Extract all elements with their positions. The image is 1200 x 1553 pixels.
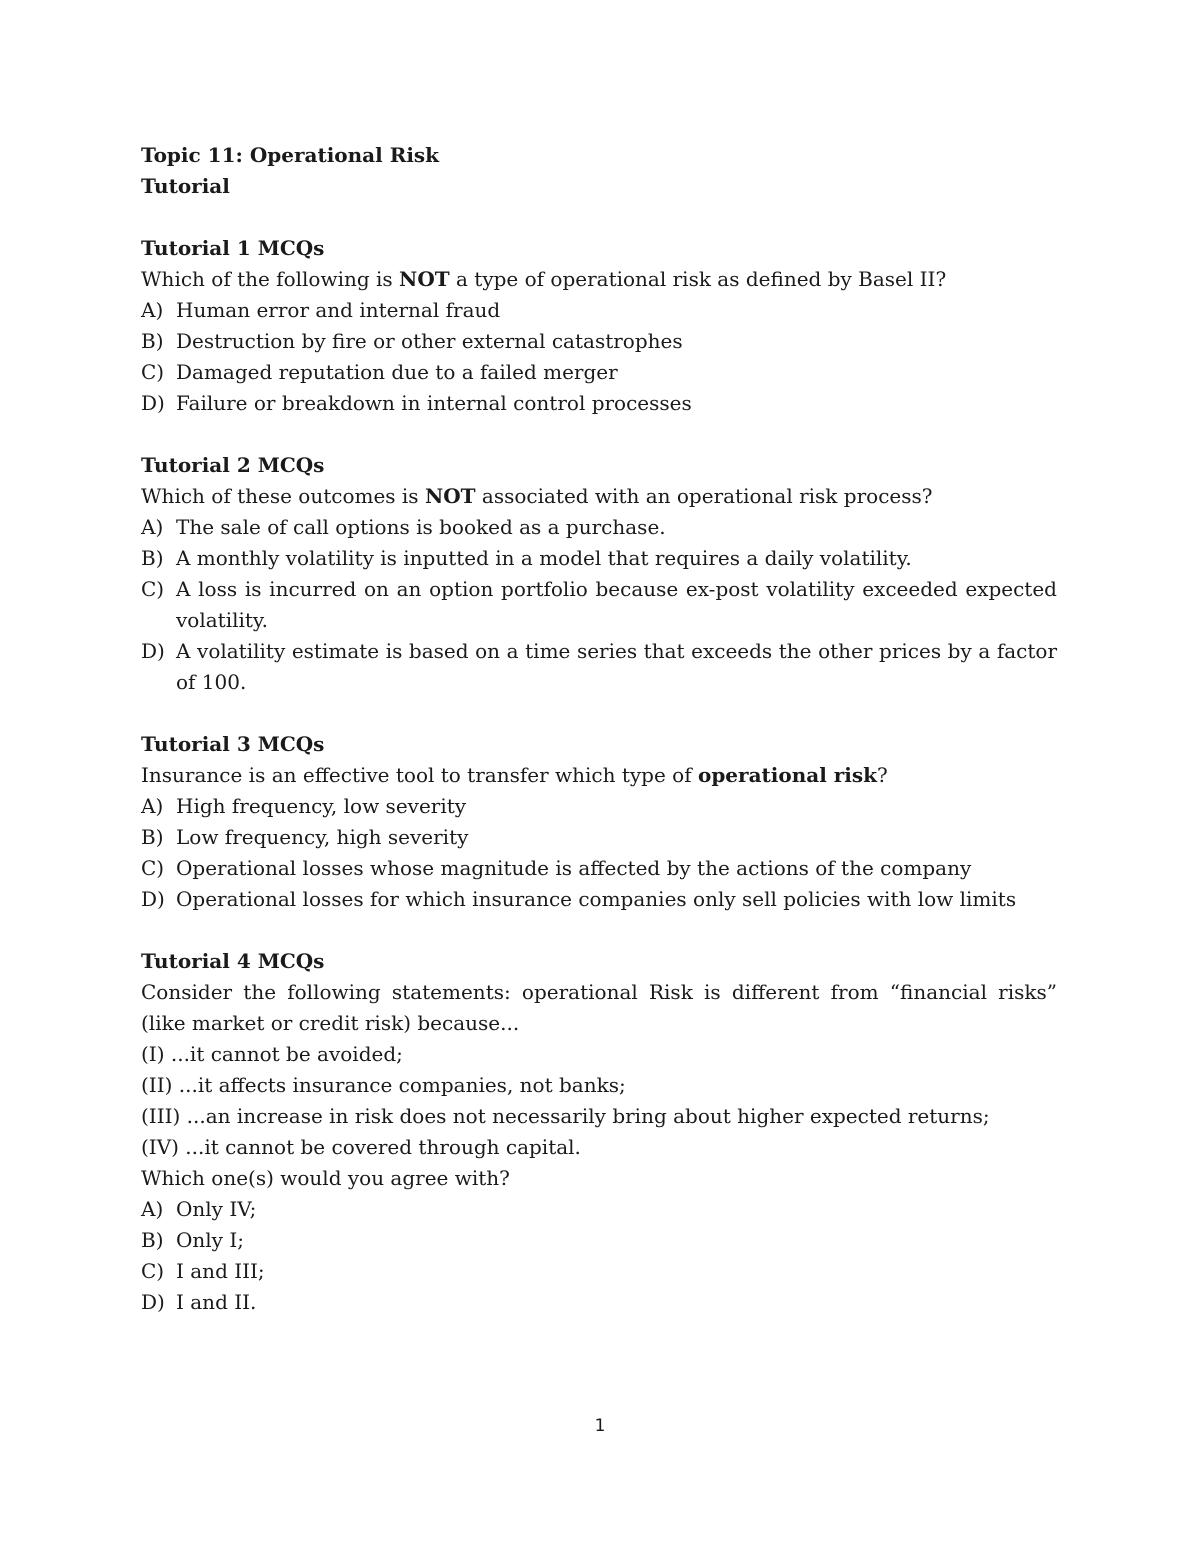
option-letter: B) [141, 825, 164, 849]
option-a [141, 295, 1057, 326]
option-letter: B) [141, 1228, 164, 1252]
emphasis: operational risk [697, 763, 878, 787]
document-title: Topic 11: Operational Risk [141, 143, 440, 167]
option-letter: B) [141, 329, 164, 353]
option-text: Human error and internal fraud [176, 298, 501, 322]
option-text: I and III; [176, 1259, 265, 1283]
option-letter: A) [141, 794, 164, 818]
option-letter: C) [141, 1259, 165, 1283]
option-letter: B) [141, 546, 164, 570]
section-heading: Tutorial 3 MCQs [141, 732, 325, 756]
section-heading: Tutorial 4 MCQs [141, 949, 325, 973]
option-text: High frequency, low severity [176, 794, 467, 818]
option-text: Low frequency, high severity [176, 825, 469, 849]
section-heading: Tutorial 2 MCQs [141, 453, 325, 477]
option-letter: C) [141, 360, 165, 384]
option-text: I and II. [176, 1290, 257, 1314]
tutorial-3-section [141, 729, 1057, 915]
option-text: Failure or breakdown in internal control processes [176, 391, 692, 415]
option-letter: D) [141, 887, 165, 911]
option-b [141, 1225, 1057, 1256]
option-text: Only I; [176, 1228, 244, 1252]
question-text: Which of the following is NOT a type of operational risk as defined by Basel II? [141, 267, 947, 291]
option-b [141, 326, 1057, 357]
statement-i: (I) ...it cannot be avoided; [141, 1042, 403, 1066]
option-c [141, 1256, 1057, 1287]
option-text: Destruction by fire or other external catastrophes [176, 329, 683, 353]
statement-ii: (II) ...it affects insurance companies, not banks; [141, 1073, 626, 1097]
option-text: Damaged reputation due to a failed merger [176, 360, 618, 384]
question-text: Which one(s) would you agree with? [141, 1166, 510, 1190]
option-text: The sale of call options is booked as a purchase. [176, 515, 666, 539]
option-text: A monthly volatility is inputted in a model that requires a daily volatility. [176, 546, 912, 570]
option-b [141, 822, 1057, 853]
section-heading: Tutorial 1 MCQs [141, 236, 325, 260]
option-d [141, 636, 1057, 698]
option-text: A volatility estimate is based on a time series that exceeds the other prices by a factor of 100. [176, 639, 1057, 694]
option-letter: A) [141, 298, 164, 322]
option-letter: D) [141, 1290, 165, 1314]
option-letter: C) [141, 856, 165, 880]
statement-iii: (III) ...an increase in risk does not necessarily bring about higher expected returns; [141, 1104, 990, 1128]
option-c [141, 574, 1057, 636]
option-letter: A) [141, 1197, 164, 1221]
tutorial-2-section [141, 450, 1057, 698]
question-text: Insurance is an effective tool to transfer which type of operational risk? [141, 763, 888, 787]
document-page [141, 140, 1057, 1318]
option-text: A loss is incurred on an option portfolio because ex-post volatility exceeded expected volatility. [176, 577, 1057, 632]
tutorial-1-section [141, 233, 1057, 419]
option-c [141, 853, 1057, 884]
option-text: Only IV; [176, 1197, 257, 1221]
emphasis: NOT [424, 484, 476, 508]
option-b [141, 543, 1057, 574]
option-d [141, 1287, 1057, 1318]
option-c [141, 357, 1057, 388]
option-a [141, 512, 1057, 543]
option-d [141, 884, 1057, 915]
option-text: Operational losses whose magnitude is affected by the actions of the company [176, 856, 972, 880]
question-text: Which of these outcomes is NOT associated with an operational risk process? [141, 484, 933, 508]
question-intro: Consider the following statements: operational Risk is different from “financial risks” (like market or credit risk) because... [141, 980, 1057, 1035]
statement-iv: (IV) ...it cannot be covered through capital. [141, 1135, 581, 1159]
document-subtitle: Tutorial [141, 174, 230, 198]
option-text: Operational losses for which insurance companies only sell policies with low limits [176, 887, 1017, 911]
option-letter: D) [141, 639, 165, 663]
page-number: 1 [594, 1416, 606, 1436]
option-letter: C) [141, 577, 165, 601]
option-a [141, 1194, 1057, 1225]
option-a [141, 791, 1057, 822]
option-letter: A) [141, 515, 164, 539]
emphasis: NOT [399, 267, 450, 291]
option-d [141, 388, 1057, 419]
option-letter: D) [141, 391, 165, 415]
tutorial-4-section [141, 946, 1057, 1318]
